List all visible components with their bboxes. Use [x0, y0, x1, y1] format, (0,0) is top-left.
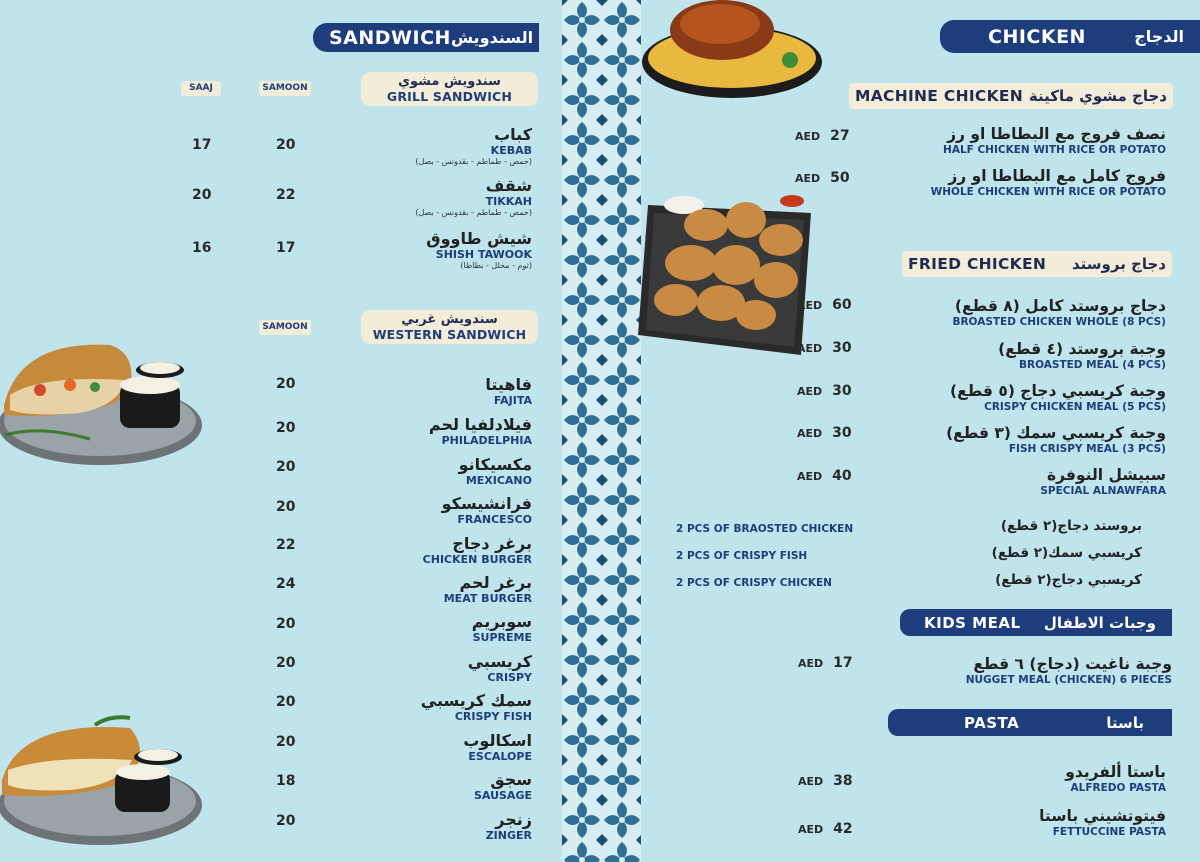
sandwich-title-en: SANDWICH: [329, 26, 451, 49]
item-name-en: BROASTED CHICKEN WHOLE (8 PCS): [952, 316, 1166, 328]
fried-item: [836, 381, 1166, 414]
item-price: [795, 128, 850, 144]
western-item: [312, 495, 532, 526]
item-name-en: ZINGER: [485, 829, 532, 842]
item-name-ar: برغر دجاج: [452, 534, 532, 553]
item-name-en: CRISPY: [487, 671, 532, 684]
item-name-ar: شقف: [485, 176, 532, 195]
item-name-en: FETTUCCINE PASTA: [1052, 826, 1166, 838]
western-item: [312, 376, 532, 407]
item-name-ar: فيلادلفيا لحم: [428, 415, 532, 434]
combo-line-ar: (٢ قطع)بروستد دجاج: [1000, 518, 1142, 534]
item-name-en: SAUSAGE: [473, 789, 532, 802]
chicken-header: [940, 20, 1200, 53]
item-name-en: FAJITA: [493, 394, 532, 407]
item-name-ar: كباب: [494, 125, 532, 144]
item-price: [797, 297, 852, 313]
fried-chicken-photo: [636, 185, 821, 360]
item-name-en: KEBAB: [490, 144, 532, 157]
item-price: [797, 340, 852, 356]
kids-item: [842, 654, 1172, 687]
price-samoon: 22: [276, 537, 296, 553]
item-price: [797, 468, 852, 484]
item-name-ar: سبيشل النوفرة: [1046, 466, 1166, 484]
price-value: 30: [832, 425, 852, 441]
item-name-en: ESCALOPE: [468, 750, 532, 763]
item-name-en: CRISPY FISH: [454, 710, 532, 723]
currency: AED: [798, 775, 824, 788]
fried-item: [836, 296, 1166, 329]
machine-item: [836, 166, 1166, 199]
fried-title-en: FRIED CHICKEN: [908, 255, 1047, 273]
price-saaj: 16: [192, 240, 212, 256]
currency: AED: [797, 299, 823, 312]
sandwich-title-ar: السندويش: [450, 28, 534, 47]
grill-item-tikkah: [312, 177, 532, 218]
price-samoon: 20: [276, 655, 296, 671]
item-name-ar: فرانشيسكو: [441, 494, 532, 513]
item-price: [798, 821, 853, 837]
item-name-en: SHISH TAWOOK: [435, 248, 532, 261]
combo-line-ar: (٢ قطع)كريسبي دجاج: [995, 572, 1142, 588]
roast-chicken-photo: [640, 0, 825, 100]
item-name-ar: اسكالوب: [463, 731, 532, 750]
item-name-ar: سجق: [490, 770, 532, 789]
item-name-ar: مكسيكانو: [458, 455, 532, 474]
item-name-en: MEAT BURGER: [443, 592, 532, 605]
pasta-header: [888, 709, 1172, 736]
item-name-en: SPECIAL ALNAWFARA: [1040, 485, 1166, 497]
decorative-pattern-strip: [562, 0, 641, 862]
item-name-en: HALF CHICKEN WITH RICE OR POTATO: [943, 144, 1166, 156]
price-value: 40: [832, 468, 852, 484]
pasta-item: [836, 806, 1166, 839]
fried-item: [836, 339, 1166, 372]
col-saaj-tag: SAAJ: [181, 81, 221, 96]
currency: AED: [795, 172, 821, 185]
item-name-ar: وجبة كريسبي دجاج (٥ قطع): [950, 382, 1166, 400]
western-item: [312, 771, 532, 802]
machine-title-ar: دجاج مشوي ماكينة: [1028, 87, 1167, 105]
western-item: [312, 653, 532, 684]
tile-pattern: [562, 0, 641, 862]
item-price: [797, 425, 852, 441]
price-samoon: 20: [276, 420, 296, 436]
grill-title-en: GRILL SANDWICH: [386, 89, 513, 104]
item-name-en: PHILADELPHIA: [441, 434, 532, 447]
currency: AED: [795, 130, 821, 143]
price-value: 38: [833, 773, 853, 789]
pasta-title-ar: باستا: [1106, 713, 1144, 732]
item-name-ar: فروج كامل مع البطاطا او رز: [948, 167, 1166, 185]
grill-sandwich-header: [361, 72, 538, 106]
machine-title-en: MACHINE CHICKEN: [855, 87, 1024, 105]
price-samoon: 20: [276, 459, 296, 475]
item-name-ar: سوبريم: [471, 612, 532, 631]
machine-item: [836, 124, 1166, 157]
sandwich-photo-top: [0, 335, 210, 475]
item-price: [798, 655, 853, 671]
item-name-ar: وجبة ناغيت (دجاج) ٦ قطع: [973, 655, 1172, 673]
currency: AED: [797, 427, 823, 440]
price-samoon: 20: [276, 694, 296, 710]
kids-title-ar: وجبات الاطفال: [1043, 613, 1156, 632]
price-samoon: 17: [276, 240, 296, 256]
price-value: 27: [830, 128, 850, 144]
item-name-ar: فاهيتا: [485, 375, 532, 394]
item-name-en: NUGGET MEAL (CHICKEN) 6 PIECES: [965, 674, 1172, 686]
price-samoon: 20: [276, 616, 296, 632]
price-saaj: 17: [192, 137, 212, 153]
combo-line-en: 2 PCS OF CRISPY FISH: [676, 550, 808, 562]
kids-meal-header: [900, 609, 1172, 636]
currency: AED: [797, 385, 823, 398]
western-item: [312, 811, 532, 842]
item-name-ar: زنجر: [495, 810, 532, 829]
item-name-en: ALFREDO PASTA: [1070, 782, 1166, 794]
price-samoon: 20: [276, 499, 296, 515]
western-item: [312, 456, 532, 487]
item-note: (ثوم - مخلل - بطاطا): [460, 261, 532, 270]
combo-line-ar: (٢ قطع)كريسبي سمك: [991, 545, 1142, 561]
grill-item-kebab: [312, 126, 532, 167]
item-name-en: BROASTED MEAL (4 PCS): [1019, 359, 1166, 371]
western-item: [312, 416, 532, 447]
price-samoon: 20: [276, 813, 296, 829]
price-samoon: 22: [276, 187, 296, 203]
price-value: 30: [832, 383, 852, 399]
price-samoon: 24: [276, 576, 296, 592]
pasta-item: [836, 762, 1166, 795]
pasta-title-en: PASTA: [964, 713, 1020, 732]
item-name-en: WHOLE CHICKEN WITH RICE OR POTATO: [930, 186, 1166, 198]
item-price: [798, 773, 853, 789]
item-name-ar: برغر لحم: [459, 573, 532, 592]
currency: AED: [798, 823, 824, 836]
fried-chicken-header: [902, 251, 1172, 277]
item-name-en: SUPREME: [472, 631, 532, 644]
price-value: 60: [832, 297, 852, 313]
price-samoon: 18: [276, 773, 296, 789]
price-value: 17: [833, 655, 853, 671]
item-name-ar: سمك كريسبي: [420, 691, 532, 710]
item-name-ar: كريسبي: [467, 652, 532, 671]
item-note: (حمص - طماطم - بقدونس - بصل): [415, 208, 532, 217]
item-name-ar: باستا ألفريدو: [1065, 763, 1166, 781]
item-name-en: CRISPY CHICKEN MEAL (5 PCS): [984, 401, 1166, 413]
item-price: [795, 170, 850, 186]
fried-title-ar: دجاج بروستد: [1072, 255, 1166, 273]
item-name-en: TIKKAH: [485, 195, 532, 208]
western-title-en: WESTERN SANDWICH: [372, 327, 527, 342]
western-item: [312, 732, 532, 763]
sandwich-photo-bottom: [0, 710, 210, 850]
chicken-title-ar: الدجاج: [1134, 27, 1184, 46]
western-sandwich-header: [361, 310, 538, 344]
price-value: 50: [830, 170, 850, 186]
western-item: [312, 535, 532, 566]
col-samoon-tag-western: SAMOON: [259, 320, 311, 335]
western-item: [312, 574, 532, 605]
currency: AED: [797, 342, 823, 355]
item-name-ar: دجاج بروستد كامل (٨ قطع): [954, 297, 1166, 315]
item-name-en: FRANCESCO: [457, 513, 532, 526]
chicken-title-en: CHICKEN: [988, 25, 1086, 48]
western-item: [312, 692, 532, 723]
grill-item-shish-tawook: [312, 230, 532, 271]
price-samoon: 20: [276, 376, 296, 392]
item-name-ar: نصف فروج مع البطاطا او رز: [947, 125, 1166, 143]
fried-item: [836, 423, 1166, 456]
item-name-ar: فيتوتشيني باستا: [1039, 807, 1166, 825]
item-name-ar: وجبة كريسبي سمك (٣ قطع): [946, 424, 1166, 442]
item-price: [797, 383, 852, 399]
fried-item: [836, 465, 1166, 498]
kids-title-en: KIDS MEAL: [924, 613, 1021, 632]
price-samoon: 20: [276, 137, 296, 153]
western-item: [312, 613, 532, 644]
item-name-ar: شيش طاووق: [426, 229, 532, 248]
combo-line-en: 2 PCS OF BRAOSTED CHICKEN: [676, 523, 854, 535]
item-name-en: MEXICANO: [465, 474, 532, 487]
grill-title-ar: سندويش مشوي: [398, 74, 501, 89]
currency: AED: [798, 657, 824, 670]
western-title-ar: سندويش غربي: [401, 312, 498, 327]
price-saaj: 20: [192, 187, 212, 203]
combo-line-en: 2 PCS OF CRISPY CHICKEN: [676, 577, 832, 589]
currency: AED: [797, 470, 823, 483]
item-note: (حمص - طماطم - بقدونس - بصل): [415, 157, 532, 166]
price-value: 30: [832, 340, 852, 356]
machine-chicken-header: [849, 83, 1173, 109]
item-name-en: CHICKEN BURGER: [422, 553, 532, 566]
item-name-en: FISH CRISPY MEAL (3 PCS): [1008, 443, 1166, 455]
price-samoon: 20: [276, 734, 296, 750]
sandwich-header: [313, 23, 539, 52]
price-value: 42: [833, 821, 853, 837]
col-samoon-tag: SAMOON: [259, 81, 311, 96]
item-name-ar: وجبة بروستد (٤ قطع): [998, 340, 1166, 358]
